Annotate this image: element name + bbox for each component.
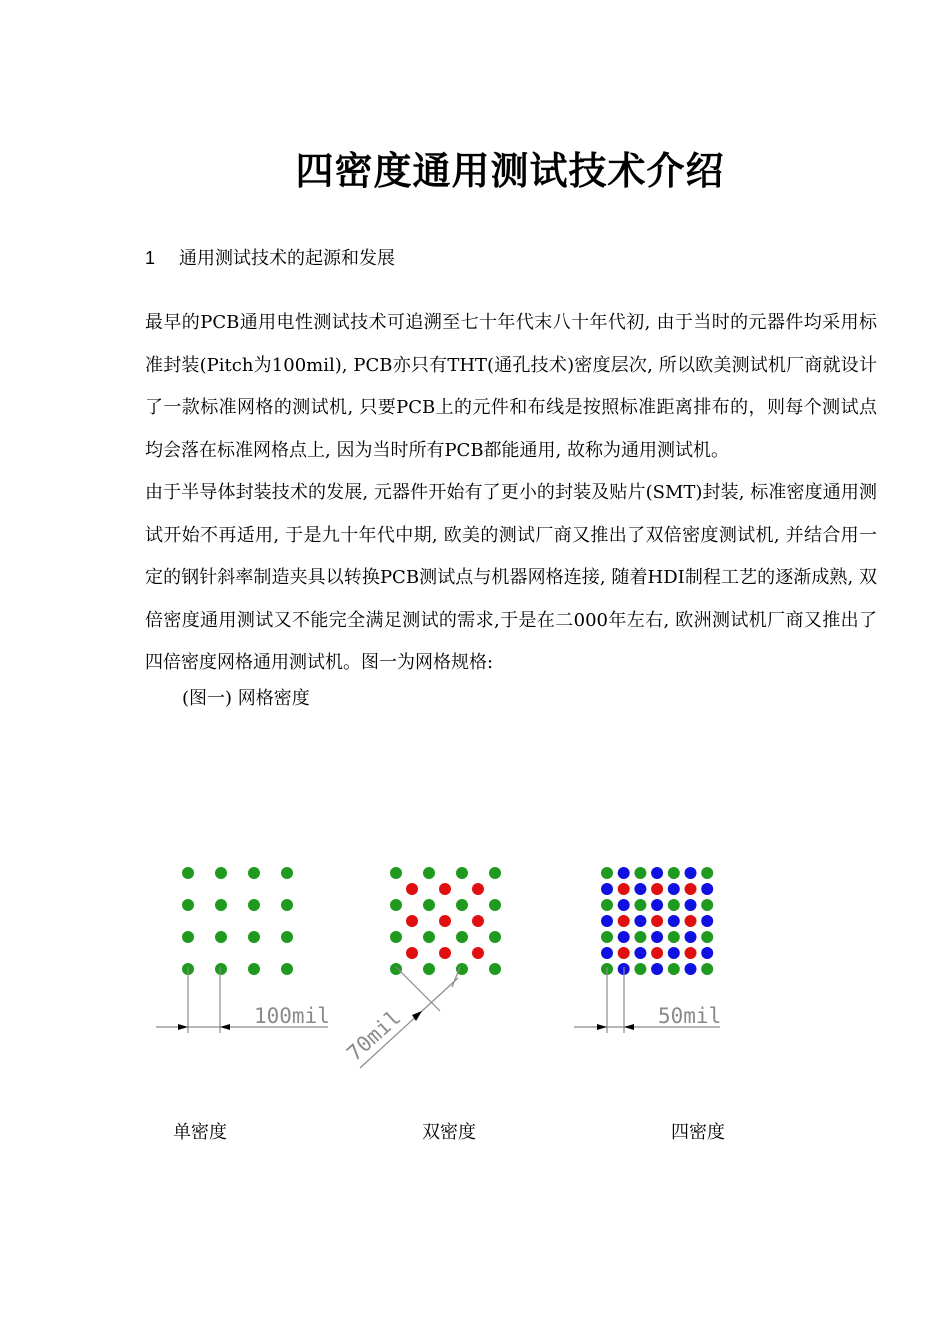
grid-dot-green [601,931,613,943]
grid-dot-blue [634,947,646,959]
single-density-dots [182,867,293,975]
grid-dot-red [472,947,484,959]
grid-dot-blue [634,883,646,895]
caption-double: 双密度 [422,1122,476,1143]
grid-dot-green [182,899,194,911]
grid-dot-green [668,931,680,943]
grid-dot-green [489,867,501,879]
grid-dot-red [618,915,630,927]
grid-dot-red [685,947,697,959]
grid-dot-green [215,931,227,943]
grid-dot-green [701,867,713,879]
grid-dot-green [390,931,402,943]
grid-density-figure [140,855,740,1085]
single-arrow-right [220,1024,230,1030]
grid-dot-green [489,963,501,975]
grid-dot-red [439,947,451,959]
grid-dot-green [281,899,293,911]
grid-dot-blue [618,899,630,911]
grid-dot-blue [668,883,680,895]
grid-dot-green [668,963,680,975]
grid-dot-red [472,883,484,895]
grid-dot-green [701,899,713,911]
grid-dot-blue [685,899,697,911]
paragraph-2: 由于半导体封装技术的发展, 元器件开始有了更小的封装及贴片(SMT)封装, 标准密度通用测试开始不再适用, 于是九十年代中期, 欧美的测试厂商又推出了双倍密度测试机, 并结合用一定的钢针斜率制造夹具以转换PCB测试点与机器网格连接, 随着HDI制程工艺的逐渐成熟, 双倍密度通用测试又不能完全满足测试的需求,于是在二000年左右, 欧洲测试机厂商又推出了四倍密度网格通用测试机。图一为网格规格: [145,482,877,673]
figure-caption: (图一) 网格密度 [182,688,310,709]
grid-dot-red [618,883,630,895]
grid-dot-blue [701,915,713,927]
grid-dot-green [634,867,646,879]
page-title: 四密度通用测试技术介绍 [295,148,725,193]
double-density-dots [390,867,501,975]
grid-dot-green [423,867,435,879]
section-title: 通用测试技术的起源和发展 [179,248,395,269]
grid-dot-red [651,883,663,895]
grid-dot-green [634,963,646,975]
grid-dot-red [685,915,697,927]
grid-dot-green [634,899,646,911]
grid-dot-green [601,867,613,879]
grid-dot-green [248,931,260,943]
quad-arrow-right [624,1024,634,1030]
grid-dot-red [685,883,697,895]
grid-dot-green [182,931,194,943]
caption-quad: 四密度 [671,1122,725,1143]
grid-dot-green [281,963,293,975]
grid-dot-red [651,947,663,959]
grid-dot-green [701,963,713,975]
grid-dot-blue [618,867,630,879]
grid-dot-blue [601,915,613,927]
grid-dot-blue [601,947,613,959]
grid-dot-blue [651,963,663,975]
grid-dot-red [472,915,484,927]
grid-dot-green [456,931,468,943]
grid-dot-green [423,899,435,911]
grid-dot-green [390,867,402,879]
grid-dot-green [248,963,260,975]
grid-dot-green [281,931,293,943]
single-dim-label: 100mil [254,1004,330,1028]
quad-arrow-left [597,1024,607,1030]
body-text [145,302,877,685]
grid-dot-green [281,867,293,879]
grid-dot-blue [668,947,680,959]
quad-density-dots [601,867,713,975]
grid-dot-blue [651,931,663,943]
grid-dot-green [668,867,680,879]
grid-dot-blue [668,915,680,927]
grid-dot-green [423,963,435,975]
grid-dot-green [456,899,468,911]
section-number: 1 [145,248,156,268]
caption-single: 单密度 [173,1122,227,1143]
grid-dot-red [406,915,418,927]
grid-dot-green [248,867,260,879]
grid-dot-red [618,947,630,959]
grid-dot-green [601,899,613,911]
grid-dot-green [215,963,227,975]
double-dim-label: 70mil [342,1005,406,1066]
grid-dot-blue [701,947,713,959]
grid-dot-blue [651,867,663,879]
grid-dot-blue [685,931,697,943]
grid-dot-blue [651,899,663,911]
quad-dim-label: 50mil [658,1004,722,1028]
grid-dot-blue [634,915,646,927]
grid-dot-green [215,867,227,879]
grid-dot-green [248,899,260,911]
grid-dot-green [215,899,227,911]
grid-dot-green [489,931,501,943]
grid-dot-green [701,931,713,943]
grid-dot-green [423,931,435,943]
grid-dot-green [390,963,402,975]
paragraph-1: 最早的PCB通用电性测试技术可追溯至七十年代末八十年代初, 由于当时的元器件均采用标准封装(Pitch为100mil), PCB亦只有THT(通孔技术)密度层次, 所以欧美测试机厂商就设计了一款标准网格的测试机, 只要PCB上的元件和布线是按照标准距离排布的，则每个测试点均会落在标准网格点上, 因为当时所有PCB都能通用, 故称为通用测试机。 [145,312,877,461]
grid-dot-blue [685,963,697,975]
grid-dot-green [668,899,680,911]
grid-dot-red [406,883,418,895]
grid-dot-green [634,931,646,943]
grid-dot-red [406,947,418,959]
grid-dot-green [456,867,468,879]
grid-dot-green [390,899,402,911]
grid-dot-blue [685,867,697,879]
grid-dot-red [439,883,451,895]
section-heading [145,244,395,270]
grid-dot-green [182,867,194,879]
grid-dot-green [489,899,501,911]
grid-dot-red [439,915,451,927]
grid-dot-blue [701,883,713,895]
grid-dot-red [651,915,663,927]
grid-dot-blue [618,931,630,943]
single-arrow-left [178,1024,188,1030]
grid-dot-blue [601,883,613,895]
